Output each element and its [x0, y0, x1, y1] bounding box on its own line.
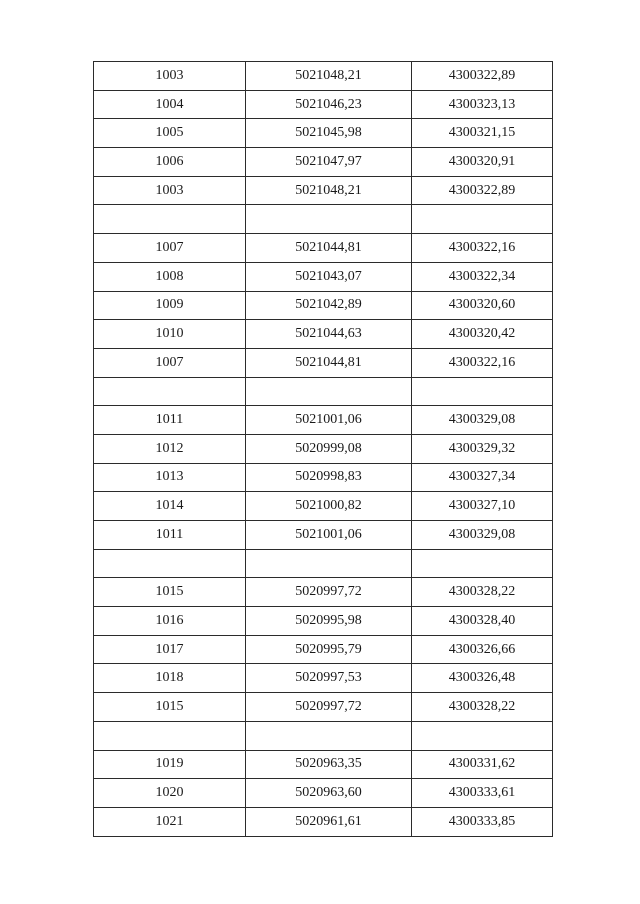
table-row — [94, 578, 553, 607]
table-row — [94, 779, 553, 808]
x-coordinate-cell — [246, 377, 412, 406]
y-coordinate-cell: 4300331,62 — [412, 750, 553, 779]
point-number-cell: 1014 — [94, 492, 246, 521]
y-coordinate-cell: 4300322,89 — [412, 176, 553, 205]
table-row — [94, 348, 553, 377]
table-row — [94, 807, 553, 836]
x-coordinate-cell: 5020961,61 — [246, 807, 412, 836]
y-coordinate-cell: 4300320,42 — [412, 320, 553, 349]
y-coordinate-cell: 4300326,48 — [412, 664, 553, 693]
x-coordinate-cell: 5020997,53 — [246, 664, 412, 693]
x-coordinate-cell: 5020997,72 — [246, 693, 412, 722]
point-number-cell: 1011 — [94, 406, 246, 435]
x-coordinate-cell: 5021044,81 — [246, 348, 412, 377]
y-coordinate-cell — [412, 377, 553, 406]
y-coordinate-cell — [412, 721, 553, 750]
x-coordinate-cell: 5021047,97 — [246, 148, 412, 177]
x-coordinate-cell: 5021043,07 — [246, 262, 412, 291]
y-coordinate-cell: 4300329,32 — [412, 434, 553, 463]
coordinates-table-body — [94, 62, 553, 837]
table-row — [94, 521, 553, 550]
y-coordinate-cell: 4300323,13 — [412, 90, 553, 119]
y-coordinate-cell — [412, 549, 553, 578]
y-coordinate-cell — [412, 205, 553, 234]
point-number-cell: 1016 — [94, 607, 246, 636]
y-coordinate-cell: 4300322,16 — [412, 234, 553, 263]
y-coordinate-cell: 4300321,15 — [412, 119, 553, 148]
y-coordinate-cell: 4300328,40 — [412, 607, 553, 636]
x-coordinate-cell: 5021042,89 — [246, 291, 412, 320]
y-coordinate-cell: 4300328,22 — [412, 693, 553, 722]
x-coordinate-cell: 5020998,83 — [246, 463, 412, 492]
point-number-cell: 1013 — [94, 463, 246, 492]
y-coordinate-cell: 4300320,60 — [412, 291, 553, 320]
x-coordinate-cell: 5021046,23 — [246, 90, 412, 119]
x-coordinate-cell — [246, 549, 412, 578]
point-number-cell: 1015 — [94, 578, 246, 607]
x-coordinate-cell: 5021001,06 — [246, 406, 412, 435]
separator-row — [94, 205, 553, 234]
point-number-cell: 1019 — [94, 750, 246, 779]
x-coordinate-cell: 5020995,79 — [246, 635, 412, 664]
y-coordinate-cell: 4300322,89 — [412, 62, 553, 91]
x-coordinate-cell: 5021000,82 — [246, 492, 412, 521]
table-row — [94, 406, 553, 435]
point-number-cell: 1003 — [94, 62, 246, 91]
x-coordinate-cell: 5020999,08 — [246, 434, 412, 463]
x-coordinate-cell: 5021048,21 — [246, 62, 412, 91]
point-number-cell — [94, 721, 246, 750]
y-coordinate-cell: 4300326,66 — [412, 635, 553, 664]
point-number-cell: 1005 — [94, 119, 246, 148]
y-coordinate-cell: 4300327,34 — [412, 463, 553, 492]
point-number-cell: 1008 — [94, 262, 246, 291]
table-row — [94, 234, 553, 263]
separator-row — [94, 549, 553, 578]
point-number-cell: 1020 — [94, 779, 246, 808]
x-coordinate-cell: 5020963,60 — [246, 779, 412, 808]
table-row — [94, 693, 553, 722]
table-row — [94, 750, 553, 779]
point-number-cell: 1003 — [94, 176, 246, 205]
x-coordinate-cell: 5021044,81 — [246, 234, 412, 263]
point-number-cell: 1012 — [94, 434, 246, 463]
y-coordinate-cell: 4300327,10 — [412, 492, 553, 521]
point-number-cell — [94, 205, 246, 234]
point-number-cell — [94, 549, 246, 578]
x-coordinate-cell: 5020963,35 — [246, 750, 412, 779]
separator-row — [94, 721, 553, 750]
point-number-cell: 1017 — [94, 635, 246, 664]
table-row — [94, 463, 553, 492]
point-number-cell: 1021 — [94, 807, 246, 836]
x-coordinate-cell: 5020997,72 — [246, 578, 412, 607]
table-row — [94, 635, 553, 664]
y-coordinate-cell: 4300329,08 — [412, 521, 553, 550]
x-coordinate-cell — [246, 721, 412, 750]
y-coordinate-cell: 4300322,34 — [412, 262, 553, 291]
table-row — [94, 119, 553, 148]
y-coordinate-cell: 4300322,16 — [412, 348, 553, 377]
x-coordinate-cell: 5020995,98 — [246, 607, 412, 636]
point-number-cell: 1010 — [94, 320, 246, 349]
coordinates-table — [93, 61, 553, 837]
x-coordinate-cell — [246, 205, 412, 234]
x-coordinate-cell: 5021045,98 — [246, 119, 412, 148]
table-row — [94, 62, 553, 91]
y-coordinate-cell: 4300333,61 — [412, 779, 553, 808]
point-number-cell: 1006 — [94, 148, 246, 177]
point-number-cell: 1009 — [94, 291, 246, 320]
y-coordinate-cell: 4300320,91 — [412, 148, 553, 177]
table-row — [94, 664, 553, 693]
table-row — [94, 148, 553, 177]
table-row — [94, 320, 553, 349]
point-number-cell: 1018 — [94, 664, 246, 693]
x-coordinate-cell: 5021048,21 — [246, 176, 412, 205]
y-coordinate-cell: 4300329,08 — [412, 406, 553, 435]
point-number-cell: 1015 — [94, 693, 246, 722]
separator-row — [94, 377, 553, 406]
table-row — [94, 90, 553, 119]
point-number-cell: 1007 — [94, 348, 246, 377]
table-row — [94, 176, 553, 205]
table-row — [94, 262, 553, 291]
point-number-cell: 1011 — [94, 521, 246, 550]
table-row — [94, 434, 553, 463]
x-coordinate-cell: 5021044,63 — [246, 320, 412, 349]
table-row — [94, 607, 553, 636]
point-number-cell: 1007 — [94, 234, 246, 263]
table-row — [94, 492, 553, 521]
table-row — [94, 291, 553, 320]
y-coordinate-cell: 4300328,22 — [412, 578, 553, 607]
x-coordinate-cell: 5021001,06 — [246, 521, 412, 550]
point-number-cell: 1004 — [94, 90, 246, 119]
y-coordinate-cell: 4300333,85 — [412, 807, 553, 836]
point-number-cell — [94, 377, 246, 406]
